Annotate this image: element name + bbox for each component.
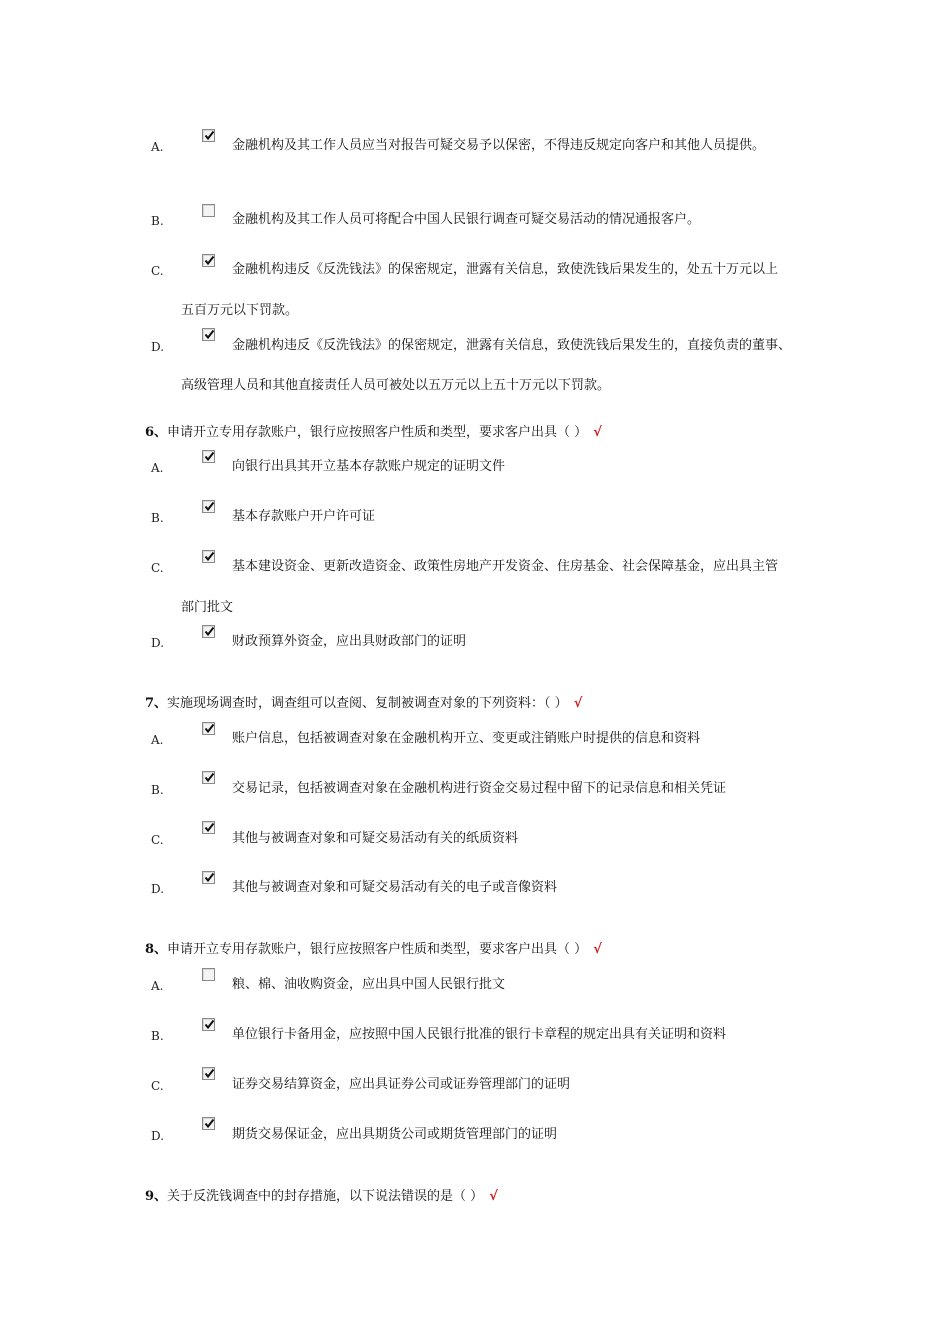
question-9 xyxy=(145,1188,498,1206)
option-letter: C. xyxy=(151,1079,164,1093)
option-checkbox[interactable] xyxy=(202,625,215,638)
option-letter: C. xyxy=(151,833,164,847)
option-checkbox[interactable] xyxy=(202,500,215,513)
checkmark-icon xyxy=(204,723,215,734)
option-text: 金融机构及其工作人员可将配合中国人民银行调查可疑交易活动的情况通报客户。 xyxy=(232,212,701,227)
question-8 xyxy=(145,941,602,959)
option-checkbox[interactable] xyxy=(202,450,215,463)
option-letter: B. xyxy=(151,214,164,228)
checkmark-icon xyxy=(204,872,215,883)
option-text: 财政预算外资金，应出具财政部门的证明 xyxy=(232,634,467,649)
question-text: 申请开立专用存款账户，银行应按照客户性质和类型，要求客户出具（ ） xyxy=(167,942,588,957)
option-text: 其他与被调查对象和可疑交易活动有关的电子或音像资料 xyxy=(232,880,558,895)
option-text: 证券交易结算资金，应出具证券公司或证券管理部门的证明 xyxy=(232,1077,571,1092)
checkmark-icon xyxy=(204,551,215,562)
checkmark-icon xyxy=(204,501,215,512)
question-number: 7、 xyxy=(145,696,168,711)
correct-mark: √ xyxy=(593,425,602,440)
option-text: 其他与被调查对象和可疑交易活动有关的纸质资料 xyxy=(232,831,519,846)
option-text: 账户信息，包括被调查对象在金融机构开立、变更或注销账户时提供的信息和资料 xyxy=(232,731,701,746)
option-letter: D. xyxy=(151,1129,165,1143)
checkmark-icon xyxy=(204,451,215,462)
checkmark-icon xyxy=(204,772,215,783)
option-letter: C. xyxy=(151,561,164,575)
checkmark-icon xyxy=(204,626,215,637)
option-text: 金融机构违反《反洗钱法》的保密规定，泄露有关信息，致使洗钱后果发生的，处五十万元以上 xyxy=(232,262,779,277)
question-number: 9、 xyxy=(145,1189,168,1204)
option-text: 向银行出具其开立基本存款账户规定的证明文件 xyxy=(232,459,506,474)
option-letter: A. xyxy=(151,461,164,475)
option-letter: B. xyxy=(151,511,164,525)
correct-mark: √ xyxy=(573,696,583,711)
option-letter: A. xyxy=(151,733,164,747)
option-letter: B. xyxy=(151,1029,164,1043)
option-checkbox[interactable] xyxy=(202,821,215,834)
checkmark-icon xyxy=(204,1068,215,1079)
option-text: 基本建设资金、更新改造资金、政策性房地产开发资金、住房基金、社会保障基金，应出具主管 xyxy=(232,559,779,574)
option-letter: A. xyxy=(151,140,164,154)
option-letter: D. xyxy=(151,340,165,354)
option-checkbox[interactable] xyxy=(202,1117,215,1130)
option-text-continued: 高级管理人员和其他直接责任人员可被处以五万元以上五十万元以下罚款。 xyxy=(181,378,611,393)
option-letter: D. xyxy=(151,882,165,896)
option-letter: D. xyxy=(151,636,165,650)
option-checkbox[interactable] xyxy=(202,254,215,267)
checkmark-icon xyxy=(204,822,215,833)
option-text: 金融机构及其工作人员应当对报告可疑交易予以保密，不得违反规定向客户和其他人员提供。 xyxy=(232,138,766,153)
option-checkbox[interactable] xyxy=(202,328,215,341)
option-letter: C. xyxy=(151,264,164,278)
option-checkbox[interactable] xyxy=(202,722,215,735)
correct-mark: √ xyxy=(489,1189,498,1204)
option-checkbox[interactable] xyxy=(202,771,215,784)
checkmark-icon xyxy=(204,1118,215,1129)
option-checkbox[interactable] xyxy=(202,550,215,563)
option-checkbox[interactable] xyxy=(202,1067,215,1080)
option-text-continued: 五百万元以下罚款。 xyxy=(181,303,299,318)
question-text: 实施现场调查时，调查组可以查阅、复制被调查对象的下列资料：（ ） xyxy=(167,696,568,711)
option-letter: A. xyxy=(151,979,164,993)
option-text: 金融机构违反《反洗钱法》的保密规定，泄露有关信息，致使洗钱后果发生的，直接负责的董事、 xyxy=(232,338,792,353)
option-text: 交易记录，包括被调查对象在金融机构进行资金交易过程中留下的记录信息和相关凭证 xyxy=(232,781,727,796)
option-checkbox[interactable] xyxy=(202,1018,215,1031)
checkmark-icon xyxy=(204,130,215,141)
option-checkbox[interactable] xyxy=(202,871,215,884)
question-number: 6、 xyxy=(145,425,168,440)
option-checkbox[interactable] xyxy=(202,129,215,142)
option-text: 粮、棉、油收购资金，应出具中国人民银行批文 xyxy=(232,977,506,992)
question-number: 8、 xyxy=(145,942,168,957)
checkmark-icon xyxy=(204,255,215,266)
option-checkbox[interactable] xyxy=(202,204,215,217)
checkmark-icon xyxy=(204,329,215,340)
correct-mark: √ xyxy=(593,942,602,957)
question-text: 申请开立专用存款账户，银行应按照客户性质和类型，要求客户出具（ ） xyxy=(167,425,588,440)
option-text: 单位银行卡备用金，应按照中国人民银行批准的银行卡章程的规定出具有关证明和资料 xyxy=(232,1027,727,1042)
option-letter: B. xyxy=(151,783,164,797)
option-text: 基本存款账户开户许可证 xyxy=(232,509,376,524)
question-7 xyxy=(145,695,582,713)
option-text-continued: 部门批文 xyxy=(181,600,234,615)
checkmark-icon xyxy=(204,1019,215,1030)
option-checkbox[interactable] xyxy=(202,968,215,981)
option-text: 期货交易保证金，应出具期货公司或期货管理部门的证明 xyxy=(232,1127,558,1142)
question-6 xyxy=(145,424,602,442)
question-text: 关于反洗钱调查中的封存措施，以下说法错误的是（ ） xyxy=(167,1189,484,1204)
